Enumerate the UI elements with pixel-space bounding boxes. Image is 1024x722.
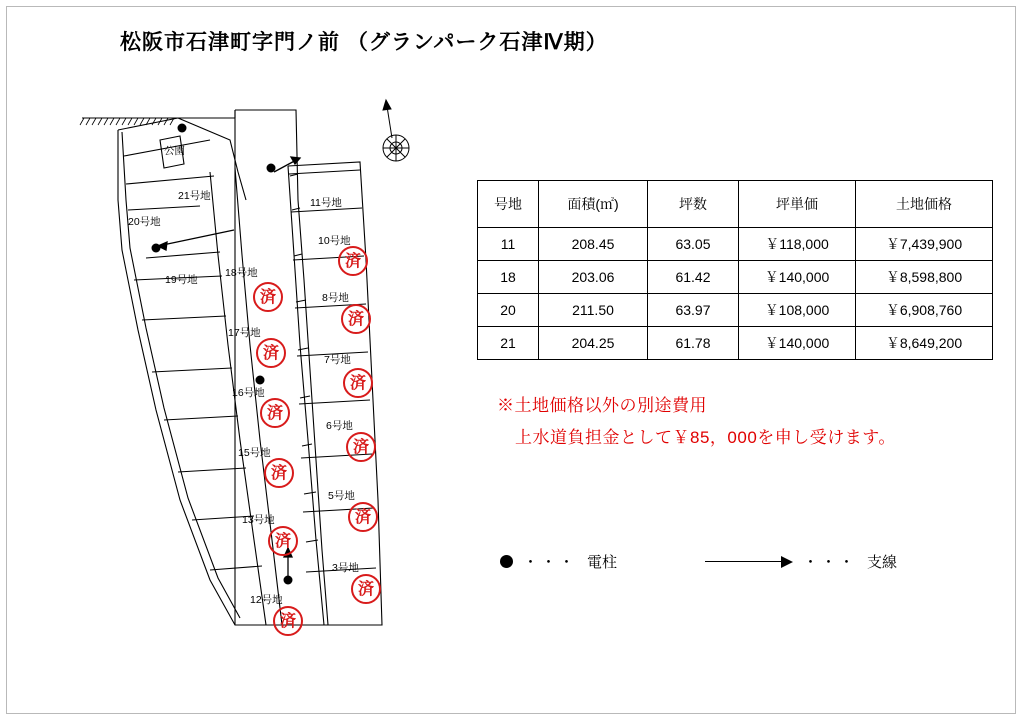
cell-unit-price: ￥140,000 [739,327,856,360]
legend-support-line [705,551,897,572]
cell-land-price: ￥8,598,800 [856,261,993,294]
cell-unit-price: ￥118,000 [739,228,856,261]
page-title: 松阪市石津町字門ノ前 （グランパーク石津Ⅳ期） [120,31,608,54]
legend-label-support-line: 支線 [867,554,898,571]
lot-label-3: 3号地 [332,562,359,574]
lot-label-13: 13号地 [242,514,275,526]
cell-tsubo: 61.42 [648,261,739,294]
sold-stamp: 済 [268,526,298,556]
sold-stamp: 済 [264,458,294,488]
cell-unit-price: ￥108,000 [739,294,856,327]
support-line-arrow-icon [705,556,793,568]
lot-label-20: 20号地 [128,216,161,228]
table-header-row [478,181,993,228]
table-row [478,327,993,360]
sold-stamp: 済 [273,606,303,636]
cell-area: 204.25 [539,327,648,360]
cell-area: 208.45 [539,228,648,261]
cell-tsubo: 61.78 [648,327,739,360]
north-arrow-icon [383,100,409,161]
price-table [477,180,993,360]
support-line-arrow-icon [158,157,300,578]
sold-stamp: 済 [341,304,371,334]
lot-label-12: 12号地 [250,594,283,606]
legend-label-utility-pole: 電柱 [587,554,618,571]
th-unit-price: 坪単価 [739,181,856,228]
site-plan-map [60,80,460,660]
note-line-2: 上水道負担金として￥85，000を申し受けます。 [515,428,896,448]
cell-land-price: ￥6,908,760 [856,294,993,327]
cell-unit-price: ￥140,000 [739,261,856,294]
table-row [478,228,993,261]
map-label-park: 公園 [164,145,185,157]
cell-lot-number: 11 [478,228,539,261]
map-legend [500,545,920,581]
sold-stamp: 済 [253,282,283,312]
th-area: 面積(㎡) [539,181,648,228]
lot-label-11: 11号地 [310,197,342,209]
lot-label-5: 5号地 [328,490,355,502]
lot-label-19: 19号地 [165,274,198,286]
table-row [478,261,993,294]
lot-label-16: 16号地 [232,387,265,399]
legend-utility-pole [500,551,617,572]
cell-land-price: ￥8,649,200 [856,327,993,360]
lot-label-10: 10号地 [318,235,351,247]
th-land-price: 土地価格 [856,181,993,228]
cell-lot-number: 21 [478,327,539,360]
lot-label-17: 17号地 [228,327,261,339]
sold-stamp: 済 [346,432,376,462]
sold-stamp: 済 [348,502,378,532]
th-lot-number: 号地 [478,181,539,228]
cell-area: 211.50 [539,294,648,327]
lot-label-7: 7号地 [324,354,351,366]
sold-stamp: 済 [351,574,381,604]
cell-lot-number: 20 [478,294,539,327]
lot-label-6: 6号地 [326,420,353,432]
note-line-1: ※土地価格以外の別途費用 [497,396,707,415]
legend-dots: ・・・ [523,554,578,571]
sold-stamp: 済 [343,368,373,398]
lot-label-21: 21号地 [178,190,211,202]
lot-label-15: 15号地 [238,447,271,459]
cell-area: 203.06 [539,261,648,294]
lot-label-18: 18号地 [225,267,258,279]
lot-label-8: 8号地 [322,292,349,304]
legend-dots: ・・・ [803,554,858,571]
cell-tsubo: 63.97 [648,294,739,327]
cell-land-price: ￥7,439,900 [856,228,993,261]
sold-stamp: 済 [256,338,286,368]
cell-lot-number: 18 [478,261,539,294]
utility-pole-icon [500,555,513,568]
site-plan-drawing [60,80,460,660]
sold-stamp: 済 [260,398,290,428]
sold-stamp: 済 [338,246,368,276]
th-tsubo: 坪数 [648,181,739,228]
cell-tsubo: 63.05 [648,228,739,261]
additional-cost-note [497,390,896,455]
table-row [478,294,993,327]
